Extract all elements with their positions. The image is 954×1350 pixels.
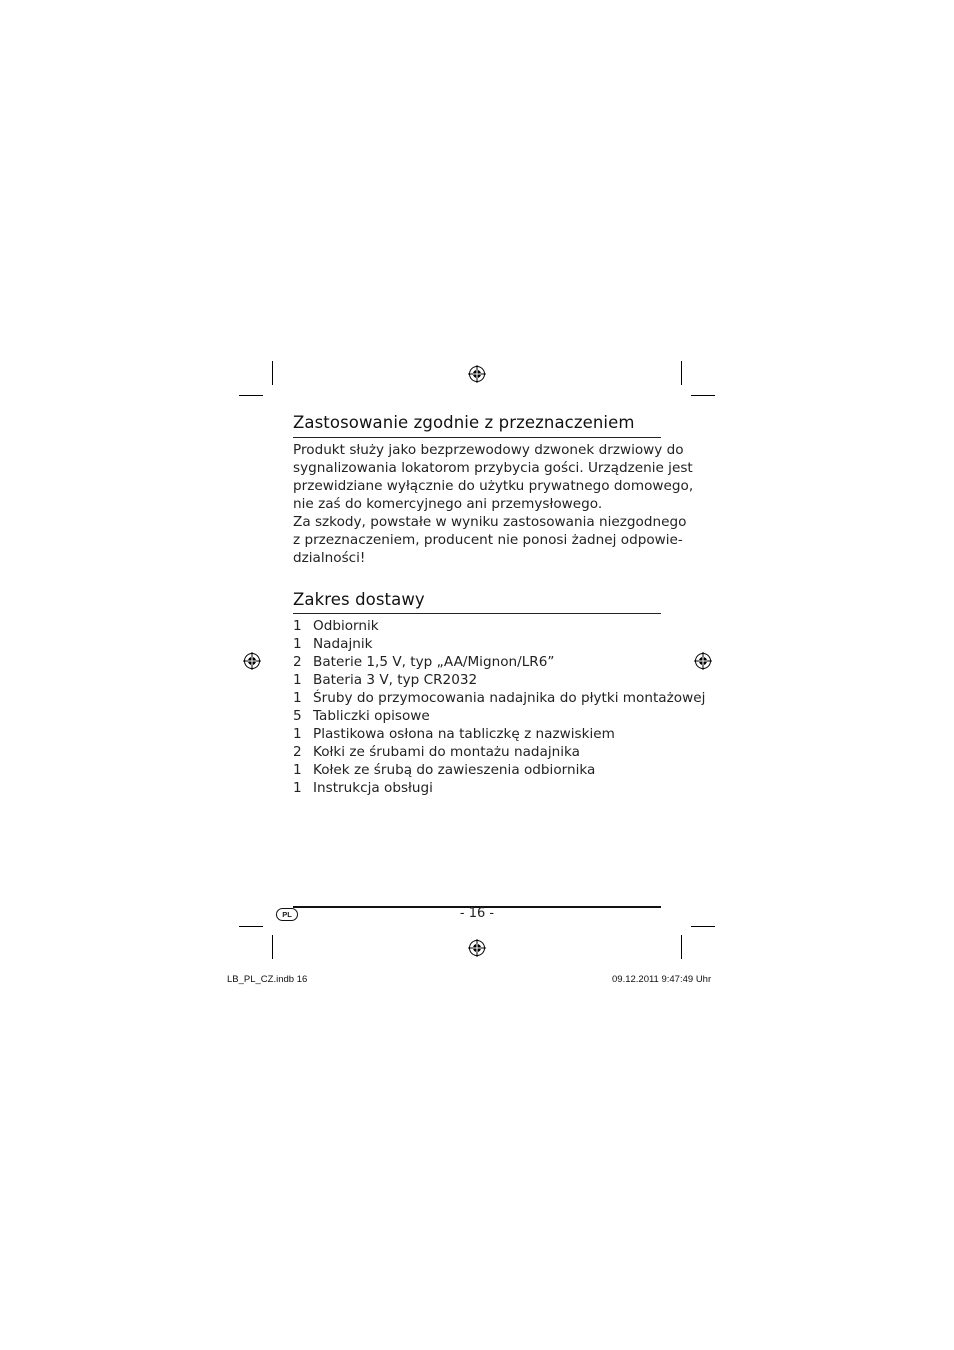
item-text: Kołek ze śrubą do zawieszenia odbiornika: [313, 762, 596, 778]
crop-mark: [239, 395, 263, 396]
item-quantity: 5: [293, 708, 302, 724]
item-quantity: 1: [293, 636, 302, 652]
paragraph-line: nie zaś do komercyjnego ani przemysłowego.: [293, 496, 603, 512]
paragraph-line: przewidziane wyłącznie do użytku prywatnego domowego,: [293, 478, 694, 494]
crop-mark: [239, 926, 263, 927]
crop-mark: [691, 395, 715, 396]
paragraph-line: dzialności!: [293, 550, 366, 566]
print-slug-timestamp: 09.12.2011 9:47:49 Uhr: [612, 974, 712, 985]
item-text: Plastikowa osłona na tabliczkę z nazwiskiem: [313, 726, 615, 742]
crop-mark: [681, 361, 682, 385]
registration-mark-icon: [468, 365, 486, 383]
registration-mark-icon: [468, 939, 486, 957]
intended-use-paragraph: [293, 441, 694, 567]
paragraph-line: z przeznaczeniem, producent nie ponosi żadnej odpowie-: [293, 532, 683, 548]
paragraph-line: Za szkody, powstałe w wyniku zastosowania niezgodnego: [293, 514, 687, 530]
item-text: Baterie 1,5 V, typ „AA/Mignon/LR6”: [313, 654, 555, 670]
item-text: Śruby do przymocowania nadajnika do płytki montażowej: [313, 690, 706, 706]
heading-rule: [293, 613, 661, 614]
registration-mark-icon: [694, 652, 712, 670]
language-badge: PL: [276, 908, 298, 921]
item-text: Instrukcja obsługi: [313, 780, 433, 796]
crop-mark: [691, 926, 715, 927]
heading-rule: [293, 437, 661, 438]
item-quantity: 1: [293, 672, 302, 688]
crop-mark: [272, 361, 273, 385]
paragraph-line: sygnalizowania lokatorom przybycia gości. Urządzenie jest: [293, 460, 693, 476]
registration-mark-icon: [243, 652, 261, 670]
crop-mark: [272, 935, 273, 959]
item-quantity: 1: [293, 690, 302, 706]
item-text: Odbiornik: [313, 618, 379, 634]
item-text: Bateria 3 V, typ CR2032: [313, 672, 478, 688]
section-heading-delivery-scope: Zakres dostawy: [293, 590, 425, 609]
crop-mark: [681, 935, 682, 959]
item-text: Tabliczki opisowe: [313, 708, 430, 724]
paragraph-line: Produkt służy jako bezprzewodowy dzwonek drzwiowy do: [293, 442, 684, 458]
item-quantity: 2: [293, 654, 302, 670]
item-quantity: 2: [293, 744, 302, 760]
page-number: - 16 -: [459, 906, 495, 921]
item-quantity: 1: [293, 726, 302, 742]
item-quantity: 1: [293, 762, 302, 778]
item-quantity: 1: [293, 780, 302, 796]
section-heading-intended-use: Zastosowanie zgodnie z przeznaczeniem: [293, 413, 635, 432]
item-quantity: 1: [293, 618, 302, 634]
item-text: Nadajnik: [313, 636, 373, 652]
print-slug-file: LB_PL_CZ.indb 16: [227, 974, 308, 985]
item-text: Kołki ze śrubami do montażu nadajnika: [313, 744, 581, 760]
